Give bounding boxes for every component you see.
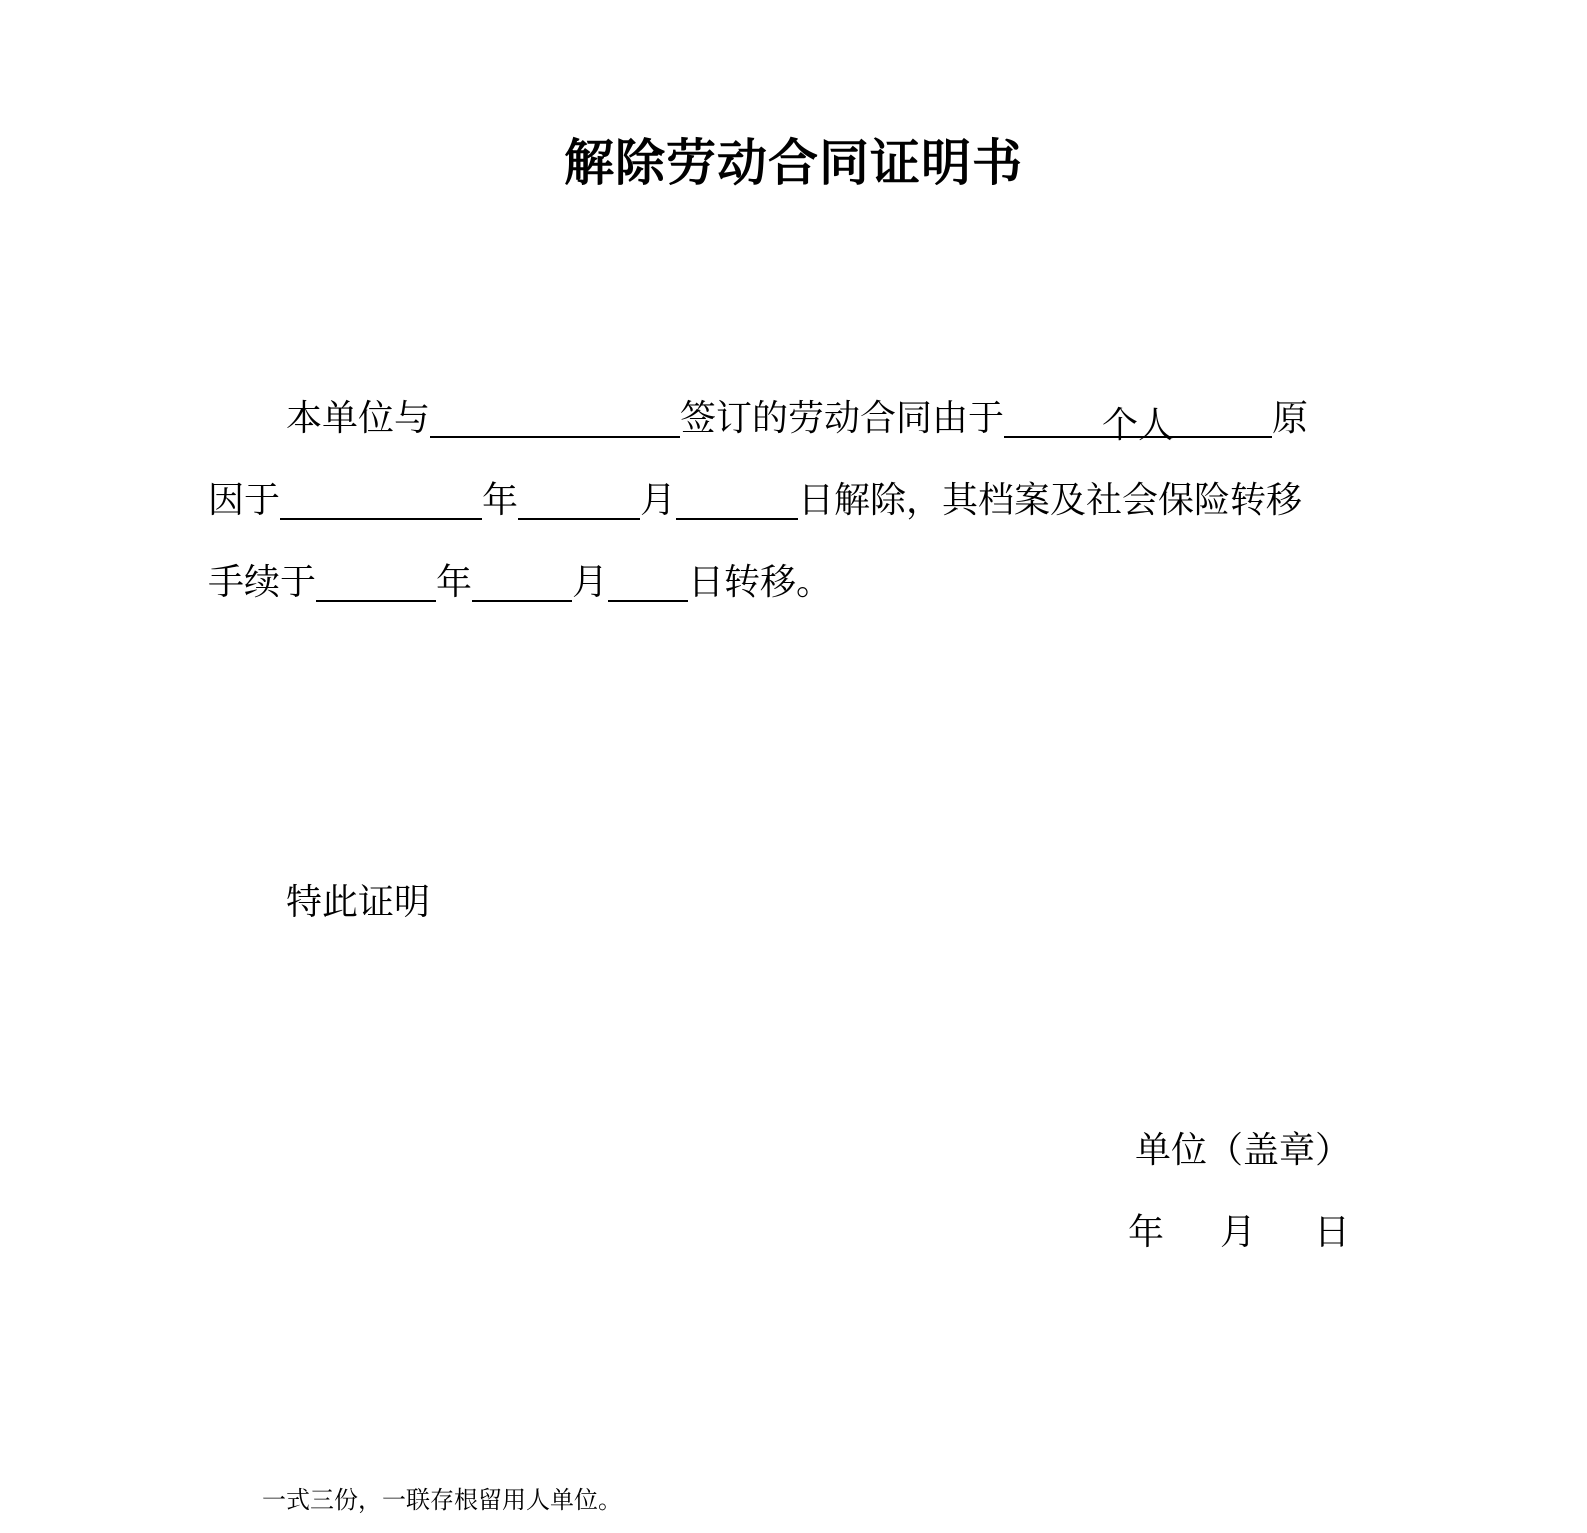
line2-prefix: 因于	[208, 480, 281, 521]
line1-middle: 签订的劳动合同由于	[680, 398, 1005, 439]
signature-date	[1128, 1198, 1368, 1268]
termination-reason-blank[interactable]	[1004, 388, 1272, 446]
termination-day-blank[interactable]	[676, 470, 798, 520]
termination-reason-value: 个人	[1102, 405, 1175, 446]
termination-month-blank[interactable]	[518, 470, 640, 520]
line3-month-label: 月	[572, 562, 609, 603]
transfer-day-blank[interactable]	[608, 552, 688, 602]
paragraph-line-2	[208, 460, 1370, 542]
line1-prefix: 本单位与	[286, 398, 431, 439]
line2-suffix: 日解除，其档案及社会保险转移	[798, 480, 1303, 521]
paragraph-line-3	[208, 542, 1370, 624]
closing-statement: 特此证明	[286, 882, 431, 923]
line3-suffix: 日转移。	[688, 562, 833, 603]
line2-month-label: 月	[640, 480, 677, 521]
termination-year-blank[interactable]	[280, 470, 482, 520]
signature-day-label: 日	[1314, 1212, 1351, 1253]
line3-prefix: 手续于	[208, 562, 317, 603]
signature-year-label: 年	[1128, 1212, 1165, 1253]
signature-month-label: 月	[1220, 1212, 1257, 1253]
transfer-year-blank[interactable]	[316, 552, 436, 602]
certificate-paragraph	[208, 378, 1370, 624]
paragraph-line-1	[208, 378, 1370, 460]
employee-name-blank[interactable]	[430, 388, 680, 438]
unit-stamp-label: 单位（盖章）	[1135, 1130, 1352, 1171]
line2-year-label: 年	[482, 480, 519, 521]
transfer-month-blank[interactable]	[472, 552, 572, 602]
copies-footnote: 一式三份，一联存根留用人单位。	[262, 1486, 622, 1514]
document-title: 解除劳动合同证明书	[564, 133, 1023, 192]
line3-year-label: 年	[436, 562, 473, 603]
line1-suffix: 原	[1272, 398, 1309, 439]
